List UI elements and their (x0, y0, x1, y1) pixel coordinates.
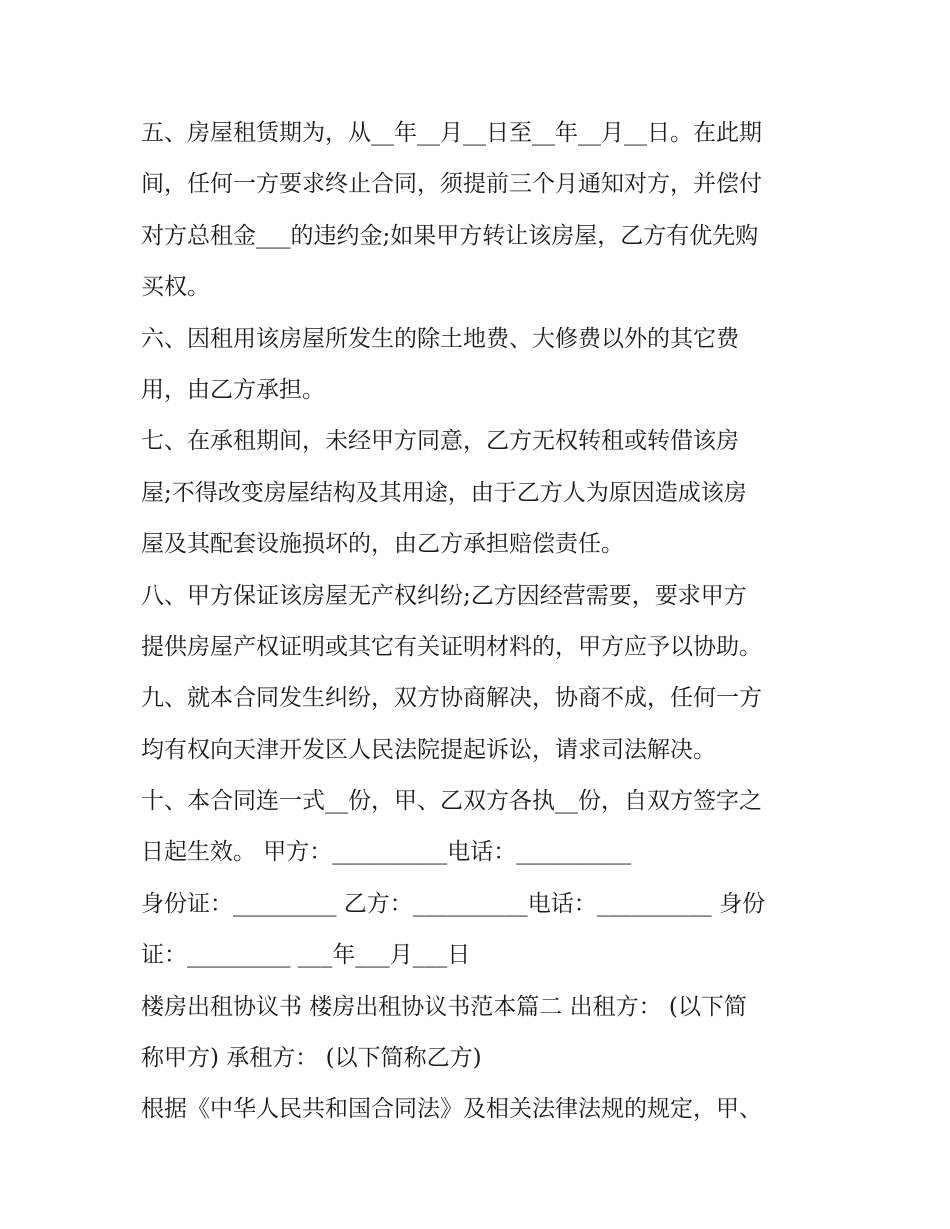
text-line: 楼房出租协议书 楼房出租协议书范本篇二 出租方： (以下简 (141, 993, 747, 1020)
text-line: 均有权向天津开发区人民法院提起诉讼，请求司法解决。 (141, 736, 716, 763)
text-line: 用，由乙方承担。 (141, 376, 325, 403)
document-body (141, 108, 821, 1136)
text-line: 八、甲方保证该房屋无产权纠纷;乙方因经营需要，要求甲方 (141, 582, 747, 609)
text-line: 根据《中华人民共和国合同法》及相关法律法规的规定，甲、 (141, 1096, 762, 1123)
text-line: 屋;不得改变房屋结构及其用途，由于乙方人为原因造成该房 (141, 479, 747, 506)
text-line: 身份证：_________ 乙方：__________电话：__________ 身份 (141, 890, 766, 917)
text-line: 对方总租金___的违约金;如果甲方转让该房屋，乙方有优先购 (141, 222, 759, 249)
text-line: 称甲方) 承租方： (以下简称乙方) (141, 1045, 482, 1072)
text-line: 十、本合同连一式__份，甲、乙双方各执__份，自双方签字之 (141, 788, 762, 815)
text-line: 屋及其配套设施损坏的，由乙方承担赔偿责任。 (141, 531, 624, 558)
text-line: 六、因租用该房屋所发生的除土地费、大修费以外的其它费 (141, 325, 739, 352)
text-line: 五、房屋租赁期为，从__年__月__日至__年__月__日。在此期 (141, 120, 762, 146)
text-line: 间，任何一方要求终止合同，须提前三个月通知对方，并偿付 (141, 171, 762, 198)
text-line: 证：_________ ___年___月___日 (141, 942, 471, 969)
text-line: 日起生效。 甲方：__________电话：__________ (141, 839, 632, 866)
text-line: 九、就本合同发生纠纷，双方协商解决，协商不成，任何一方 (141, 685, 762, 712)
text-line: 七、在承租期间，未经甲方同意，乙方无权转租或转借该房 (141, 428, 739, 455)
text-line: 买权。 (141, 274, 210, 301)
text-line: 提供房屋产权证明或其它有关证明材料的，甲方应予以协助。 (141, 633, 762, 660)
